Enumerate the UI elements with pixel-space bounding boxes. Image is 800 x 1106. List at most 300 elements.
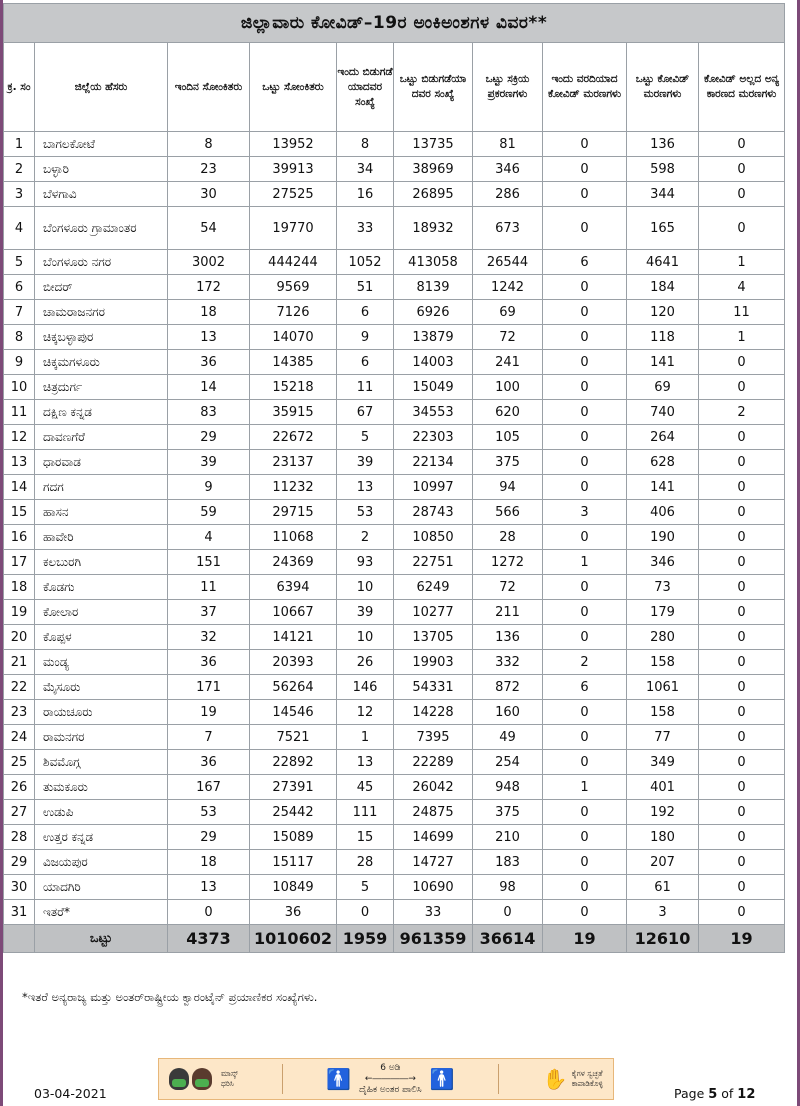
cell-active-cases: 346	[473, 157, 543, 182]
cell-total-deaths: 346	[627, 550, 699, 575]
table-row	[4, 350, 785, 375]
cell-today-discharged: 39	[337, 600, 394, 625]
cell-today-infected: 36	[168, 650, 250, 675]
cell-non-covid-deaths: 0	[699, 900, 785, 925]
cell-total-deaths: 192	[627, 800, 699, 825]
table-row	[4, 450, 785, 475]
cell-today-deaths: 3	[543, 500, 627, 525]
table-title-row	[4, 4, 785, 43]
cell-total-deaths: 740	[627, 400, 699, 425]
mask-text-1: ಮಾಸ್ಕ್	[221, 1069, 238, 1078]
cell-today-discharged: 33	[337, 207, 394, 250]
cell-active-cases: 241	[473, 350, 543, 375]
total-total-deaths: 12610	[627, 925, 699, 953]
cell-non-covid-deaths: 0	[699, 625, 785, 650]
cell-total-infected: 11232	[250, 475, 337, 500]
cell-total-discharged: 6926	[394, 300, 473, 325]
cell-today-deaths: 0	[543, 300, 627, 325]
cell-today-deaths: 0	[543, 850, 627, 875]
cell-today-deaths: 6	[543, 250, 627, 275]
cell-today-infected: 54	[168, 207, 250, 250]
cell-total-discharged: 7395	[394, 725, 473, 750]
cell-today-deaths: 0	[543, 475, 627, 500]
cell-today-infected: 4	[168, 525, 250, 550]
table-row	[4, 275, 785, 300]
cell-non-covid-deaths: 0	[699, 650, 785, 675]
cell-today-discharged: 1052	[337, 250, 394, 275]
cell-total-infected: 9569	[250, 275, 337, 300]
header-district: ಜಿಲ್ಲೆಯ ಹೆಸರು	[35, 43, 168, 132]
table-row	[4, 675, 785, 700]
cell-total-infected: 14385	[250, 350, 337, 375]
cell-district-name: ಉತ್ತರ ಕನ್ನಡ	[35, 825, 168, 850]
header-total-infected: ಒಟ್ಟು ಸೋಂಕಿತರು	[250, 43, 337, 132]
cell-active-cases: 28	[473, 525, 543, 550]
arrow-icon: ←――――→	[364, 1073, 416, 1084]
cell-today-infected: 53	[168, 800, 250, 825]
cell-total-infected: 14070	[250, 325, 337, 350]
cell-active-cases: 1242	[473, 275, 543, 300]
cell-total-discharged: 14727	[394, 850, 473, 875]
cell-total-deaths: 190	[627, 525, 699, 550]
cell-today-infected: 7	[168, 725, 250, 750]
cell-today-infected: 9	[168, 475, 250, 500]
cell-total-discharged: 22289	[394, 750, 473, 775]
cell-today-deaths: 0	[543, 875, 627, 900]
cell-total-deaths: 165	[627, 207, 699, 250]
cell-active-cases: 160	[473, 700, 543, 725]
cell-today-infected: 171	[168, 675, 250, 700]
table-row	[4, 575, 785, 600]
cell-today-deaths: 0	[543, 275, 627, 300]
cell-total-deaths: 158	[627, 700, 699, 725]
cell-active-cases: 183	[473, 850, 543, 875]
page-total: 12	[737, 1087, 756, 1102]
hand-text-1: ಕೈಗಳ ಸ್ವಚ್ಛತೆ	[571, 1069, 603, 1078]
cell-non-covid-deaths: 0	[699, 725, 785, 750]
cell-total-discharged: 22303	[394, 425, 473, 450]
cell-today-deaths: 0	[543, 700, 627, 725]
cell-serial: 24	[4, 725, 35, 750]
table-row	[4, 375, 785, 400]
cell-non-covid-deaths: 0	[699, 375, 785, 400]
cell-total-discharged: 38969	[394, 157, 473, 182]
footer-date: 03-04-2021	[34, 1086, 107, 1101]
cell-today-infected: 8	[168, 132, 250, 157]
distance-value: 6 ಅಡಿ	[380, 1062, 401, 1073]
distance-section	[326, 1063, 454, 1096]
header-today-infected: ಇಂದಿನ ಸೋಂಕಿತರು	[168, 43, 250, 132]
footnote: *ಇತರೆ ಅನ್ಯರಾಜ್ಯ ಮತ್ತು ಅಂತರ್‌ರಾಷ್ಟ್ರೀಯ ಕ್ವಾರಂಟೈನ್ ಪ್ರಯಾಣಿಕರ ಸಂಖ್ಯೆಗಳು.	[22, 990, 318, 1004]
cell-district-name: ಚಿಕ್ಕಬಳ್ಳಾಪುರ	[35, 325, 168, 350]
cell-today-discharged: 0	[337, 900, 394, 925]
cell-today-discharged: 15	[337, 825, 394, 850]
cell-district-name: ಕಲಬುರಗಿ	[35, 550, 168, 575]
cell-total-deaths: 180	[627, 825, 699, 850]
cell-total-infected: 15089	[250, 825, 337, 850]
cell-total-discharged: 13879	[394, 325, 473, 350]
face-mask-icon	[192, 1068, 212, 1090]
cell-total-deaths: 207	[627, 850, 699, 875]
cell-today-infected: 36	[168, 350, 250, 375]
cell-today-deaths: 6	[543, 675, 627, 700]
cell-non-covid-deaths: 0	[699, 207, 785, 250]
cell-district-name: ಕೋಲಾರ	[35, 600, 168, 625]
cell-serial: 29	[4, 850, 35, 875]
cell-serial: 4	[4, 207, 35, 250]
header-serial: ಕ್ರ. ಸಂ	[4, 43, 35, 132]
cell-today-discharged: 16	[337, 182, 394, 207]
cell-district-name: ಬೀದರ್	[35, 275, 168, 300]
cell-total-discharged: 10997	[394, 475, 473, 500]
cell-today-infected: 19	[168, 700, 250, 725]
cell-total-deaths: 158	[627, 650, 699, 675]
cell-serial: 15	[4, 500, 35, 525]
cell-today-infected: 14	[168, 375, 250, 400]
cell-total-deaths: 349	[627, 750, 699, 775]
cell-district-name: ರಾಮನಗರ	[35, 725, 168, 750]
cell-total-discharged: 24875	[394, 800, 473, 825]
cell-active-cases: 375	[473, 800, 543, 825]
cell-non-covid-deaths: 0	[699, 850, 785, 875]
cell-non-covid-deaths: 0	[699, 600, 785, 625]
face-mask-icon	[169, 1068, 189, 1090]
cell-non-covid-deaths: 0	[699, 750, 785, 775]
cell-today-discharged: 6	[337, 350, 394, 375]
cell-today-discharged: 11	[337, 375, 394, 400]
cell-district-name: ಶಿವಮೊಗ್ಗ	[35, 750, 168, 775]
cell-non-covid-deaths: 0	[699, 500, 785, 525]
cell-district-name: ವಿಜಯಪುರ	[35, 850, 168, 875]
cell-total-discharged: 19903	[394, 650, 473, 675]
cell-active-cases: 0	[473, 900, 543, 925]
cell-today-deaths: 0	[543, 450, 627, 475]
safety-banner	[158, 1058, 614, 1100]
cell-serial: 20	[4, 625, 35, 650]
cell-today-deaths: 0	[543, 350, 627, 375]
table-row	[4, 700, 785, 725]
hand-text-2: ಕಾಪಾಡಿಕೊಳ್ಳಿ	[571, 1079, 603, 1088]
cell-non-covid-deaths: 0	[699, 475, 785, 500]
table-row	[4, 550, 785, 575]
cell-serial: 7	[4, 300, 35, 325]
cell-total-infected: 14121	[250, 625, 337, 650]
page-prefix: Page	[674, 1086, 709, 1101]
cell-total-infected: 11068	[250, 525, 337, 550]
cell-non-covid-deaths: 0	[699, 875, 785, 900]
total-total-infected: 1010602	[250, 925, 337, 953]
table-row	[4, 775, 785, 800]
cell-today-infected: 23	[168, 157, 250, 182]
cell-today-infected: 11	[168, 575, 250, 600]
cell-non-covid-deaths: 0	[699, 450, 785, 475]
cell-total-deaths: 136	[627, 132, 699, 157]
banner-divider	[498, 1064, 499, 1094]
header-non-covid-deaths: ಕೋವಿಡ್ ಅಲ್ಲದ ಅನ್ಯ ಕಾರಣದ ಮರಣಗಳು	[699, 43, 785, 132]
cell-today-deaths: 0	[543, 625, 627, 650]
cell-total-deaths: 179	[627, 600, 699, 625]
cell-total-infected: 20393	[250, 650, 337, 675]
cell-district-name: ಯಾದಗಿರಿ	[35, 875, 168, 900]
cell-non-covid-deaths: 0	[699, 350, 785, 375]
cell-today-discharged: 9	[337, 325, 394, 350]
cell-non-covid-deaths: 0	[699, 800, 785, 825]
cell-total-discharged: 22134	[394, 450, 473, 475]
cell-serial: 28	[4, 825, 35, 850]
cell-total-infected: 10667	[250, 600, 337, 625]
cell-total-discharged: 22751	[394, 550, 473, 575]
table-row	[4, 825, 785, 850]
cell-today-infected: 167	[168, 775, 250, 800]
header-today-discharged: ಇಂದು ಬಿಡುಗಡೆ ಯಾದವರ ಸಂಖ್ಯೆ	[337, 43, 394, 132]
total-today-infected: 4373	[168, 925, 250, 953]
cell-non-covid-deaths: 0	[699, 182, 785, 207]
cell-total-infected: 444244	[250, 250, 337, 275]
cell-total-infected: 35915	[250, 400, 337, 425]
table-header-row	[4, 43, 785, 132]
cell-total-deaths: 280	[627, 625, 699, 650]
cell-non-covid-deaths: 0	[699, 425, 785, 450]
cell-active-cases: 81	[473, 132, 543, 157]
table-row	[4, 850, 785, 875]
cell-today-discharged: 10	[337, 575, 394, 600]
cell-active-cases: 673	[473, 207, 543, 250]
cell-non-covid-deaths: 1	[699, 325, 785, 350]
cell-total-infected: 25442	[250, 800, 337, 825]
cell-serial: 31	[4, 900, 35, 925]
cell-total-deaths: 344	[627, 182, 699, 207]
cell-active-cases: 105	[473, 425, 543, 450]
cell-non-covid-deaths: 0	[699, 675, 785, 700]
cell-district-name: ಮೈಸೂರು	[35, 675, 168, 700]
table-row	[4, 600, 785, 625]
total-today-discharged: 1959	[337, 925, 394, 953]
table-row	[4, 900, 785, 925]
cell-serial: 9	[4, 350, 35, 375]
cell-total-infected: 23137	[250, 450, 337, 475]
cell-serial: 19	[4, 600, 35, 625]
cell-total-deaths: 120	[627, 300, 699, 325]
hand-wash-icon: ✋	[542, 1067, 568, 1091]
cell-today-infected: 13	[168, 325, 250, 350]
cell-today-discharged: 67	[337, 400, 394, 425]
cell-total-deaths: 141	[627, 475, 699, 500]
cell-today-discharged: 5	[337, 875, 394, 900]
table-row	[4, 325, 785, 350]
cell-today-discharged: 6	[337, 300, 394, 325]
cell-total-infected: 15117	[250, 850, 337, 875]
cell-total-discharged: 14699	[394, 825, 473, 850]
cell-total-discharged: 8139	[394, 275, 473, 300]
cell-serial: 27	[4, 800, 35, 825]
cell-district-name: ಹಾಸನ	[35, 500, 168, 525]
cell-serial: 2	[4, 157, 35, 182]
cell-today-deaths: 2	[543, 650, 627, 675]
cell-total-deaths: 4641	[627, 250, 699, 275]
cell-serial: 26	[4, 775, 35, 800]
cell-today-infected: 59	[168, 500, 250, 525]
table-row	[4, 725, 785, 750]
cell-serial: 1	[4, 132, 35, 157]
cell-total-infected: 13952	[250, 132, 337, 157]
cell-total-infected: 24369	[250, 550, 337, 575]
cell-district-name: ಇತರೆ*	[35, 900, 168, 925]
cell-non-covid-deaths: 0	[699, 700, 785, 725]
cell-active-cases: 872	[473, 675, 543, 700]
cell-today-discharged: 51	[337, 275, 394, 300]
cell-total-discharged: 26042	[394, 775, 473, 800]
cell-today-deaths: 0	[543, 575, 627, 600]
cell-total-discharged: 26895	[394, 182, 473, 207]
cell-total-discharged: 13705	[394, 625, 473, 650]
cell-district-name: ಕೊಪ್ಪಳ	[35, 625, 168, 650]
cell-district-name: ಕೊಡಗು	[35, 575, 168, 600]
cell-total-deaths: 61	[627, 875, 699, 900]
cell-today-infected: 18	[168, 300, 250, 325]
cell-total-discharged: 413058	[394, 250, 473, 275]
cell-total-infected: 19770	[250, 207, 337, 250]
cell-total-discharged: 14003	[394, 350, 473, 375]
cell-active-cases: 211	[473, 600, 543, 625]
cell-total-infected: 56264	[250, 675, 337, 700]
cell-today-deaths: 1	[543, 775, 627, 800]
cell-active-cases: 72	[473, 575, 543, 600]
cell-district-name: ಹಾವೇರಿ	[35, 525, 168, 550]
cell-non-covid-deaths: 0	[699, 132, 785, 157]
cell-today-infected: 151	[168, 550, 250, 575]
cell-total-deaths: 184	[627, 275, 699, 300]
cell-total-deaths: 69	[627, 375, 699, 400]
table-row	[4, 500, 785, 525]
cell-total-infected: 22892	[250, 750, 337, 775]
cell-today-infected: 30	[168, 182, 250, 207]
cell-today-discharged: 5	[337, 425, 394, 450]
cell-serial: 11	[4, 400, 35, 425]
cell-active-cases: 26544	[473, 250, 543, 275]
cell-total-discharged: 10690	[394, 875, 473, 900]
cell-total-deaths: 3	[627, 900, 699, 925]
header-active-cases: ಒಟ್ಟು ಸಕ್ರಿಯ ಪ್ರಕರಣಗಳು	[473, 43, 543, 132]
cell-total-infected: 15218	[250, 375, 337, 400]
person-icon: 🚹	[429, 1067, 455, 1091]
cell-district-name: ಚಿಕ್ಕಮಗಳೂರು	[35, 350, 168, 375]
cell-today-discharged: 2	[337, 525, 394, 550]
cell-total-deaths: 118	[627, 325, 699, 350]
cell-non-covid-deaths: 4	[699, 275, 785, 300]
cell-today-discharged: 13	[337, 475, 394, 500]
cell-active-cases: 49	[473, 725, 543, 750]
cell-total-discharged: 34553	[394, 400, 473, 425]
cell-non-covid-deaths: 11	[699, 300, 785, 325]
cell-today-deaths: 0	[543, 325, 627, 350]
cell-district-name: ಗದಗ	[35, 475, 168, 500]
mask-text-2: ಧರಿಸಿ	[221, 1079, 234, 1088]
cell-active-cases: 100	[473, 375, 543, 400]
table-row	[4, 625, 785, 650]
cell-today-discharged: 34	[337, 157, 394, 182]
cell-district-name: ಬೆಳಗಾವಿ	[35, 182, 168, 207]
total-total-discharged: 961359	[394, 925, 473, 953]
page-of: of	[717, 1086, 738, 1101]
cell-total-infected: 29715	[250, 500, 337, 525]
cell-district-name: ಬೆಂಗಳೂರು ಗ್ರಾಮಾಂತರ	[35, 207, 168, 250]
cell-active-cases: 72	[473, 325, 543, 350]
cell-total-discharged: 10850	[394, 525, 473, 550]
cell-district-name: ಧಾರವಾಡ	[35, 450, 168, 475]
cell-today-deaths: 0	[543, 425, 627, 450]
mask-section	[169, 1068, 238, 1090]
page-number: 5	[708, 1087, 718, 1102]
cell-today-discharged: 8	[337, 132, 394, 157]
cell-total-infected: 39913	[250, 157, 337, 182]
cell-today-discharged: 93	[337, 550, 394, 575]
cell-today-discharged: 146	[337, 675, 394, 700]
cell-today-discharged: 10	[337, 625, 394, 650]
cell-active-cases: 98	[473, 875, 543, 900]
cell-today-infected: 18	[168, 850, 250, 875]
cell-total-discharged: 18932	[394, 207, 473, 250]
cell-total-discharged: 28743	[394, 500, 473, 525]
cell-today-deaths: 0	[543, 207, 627, 250]
cell-non-covid-deaths: 0	[699, 775, 785, 800]
cell-active-cases: 210	[473, 825, 543, 850]
cell-active-cases: 375	[473, 450, 543, 475]
table-row	[4, 800, 785, 825]
cell-total-deaths: 77	[627, 725, 699, 750]
cell-today-infected: 83	[168, 400, 250, 425]
cell-today-discharged: 53	[337, 500, 394, 525]
cell-total-infected: 22672	[250, 425, 337, 450]
cell-today-deaths: 0	[543, 825, 627, 850]
cell-total-discharged: 14228	[394, 700, 473, 725]
cell-today-infected: 29	[168, 825, 250, 850]
total-row	[4, 925, 785, 953]
cell-district-name: ದಕ್ಷಿಣ ಕನ್ನಡ	[35, 400, 168, 425]
cell-total-infected: 27391	[250, 775, 337, 800]
cell-today-infected: 29	[168, 425, 250, 450]
cell-serial: 6	[4, 275, 35, 300]
table-row	[4, 475, 785, 500]
cell-active-cases: 620	[473, 400, 543, 425]
cell-today-deaths: 0	[543, 375, 627, 400]
cell-total-deaths: 628	[627, 450, 699, 475]
table-row	[4, 525, 785, 550]
cell-today-discharged: 12	[337, 700, 394, 725]
cell-total-infected: 7126	[250, 300, 337, 325]
cell-today-deaths: 0	[543, 600, 627, 625]
header-total-deaths: ಒಟ್ಟು ಕೋವಿಡ್ ಮರಣಗಳು	[627, 43, 699, 132]
cell-total-discharged: 15049	[394, 375, 473, 400]
cell-total-infected: 6394	[250, 575, 337, 600]
cell-active-cases: 566	[473, 500, 543, 525]
cell-today-deaths: 0	[543, 157, 627, 182]
table-row	[4, 750, 785, 775]
district-covid-table-wrapper	[3, 3, 784, 953]
cell-total-deaths: 141	[627, 350, 699, 375]
cell-district-name: ತುಮಕೂರು	[35, 775, 168, 800]
table-row	[4, 875, 785, 900]
cell-serial: 23	[4, 700, 35, 725]
cell-district-name: ಚಾಮರಾಜನಗರ	[35, 300, 168, 325]
cell-active-cases: 1272	[473, 550, 543, 575]
cell-serial: 8	[4, 325, 35, 350]
banner-divider	[282, 1064, 283, 1094]
cell-total-deaths: 264	[627, 425, 699, 450]
cell-district-name: ಚಿತ್ರದುರ್ಗ	[35, 375, 168, 400]
cell-district-name: ರಾಯಚೂರು	[35, 700, 168, 725]
cell-district-name: ಬಾಗಲಕೋಟೆ	[35, 132, 168, 157]
cell-today-infected: 0	[168, 900, 250, 925]
